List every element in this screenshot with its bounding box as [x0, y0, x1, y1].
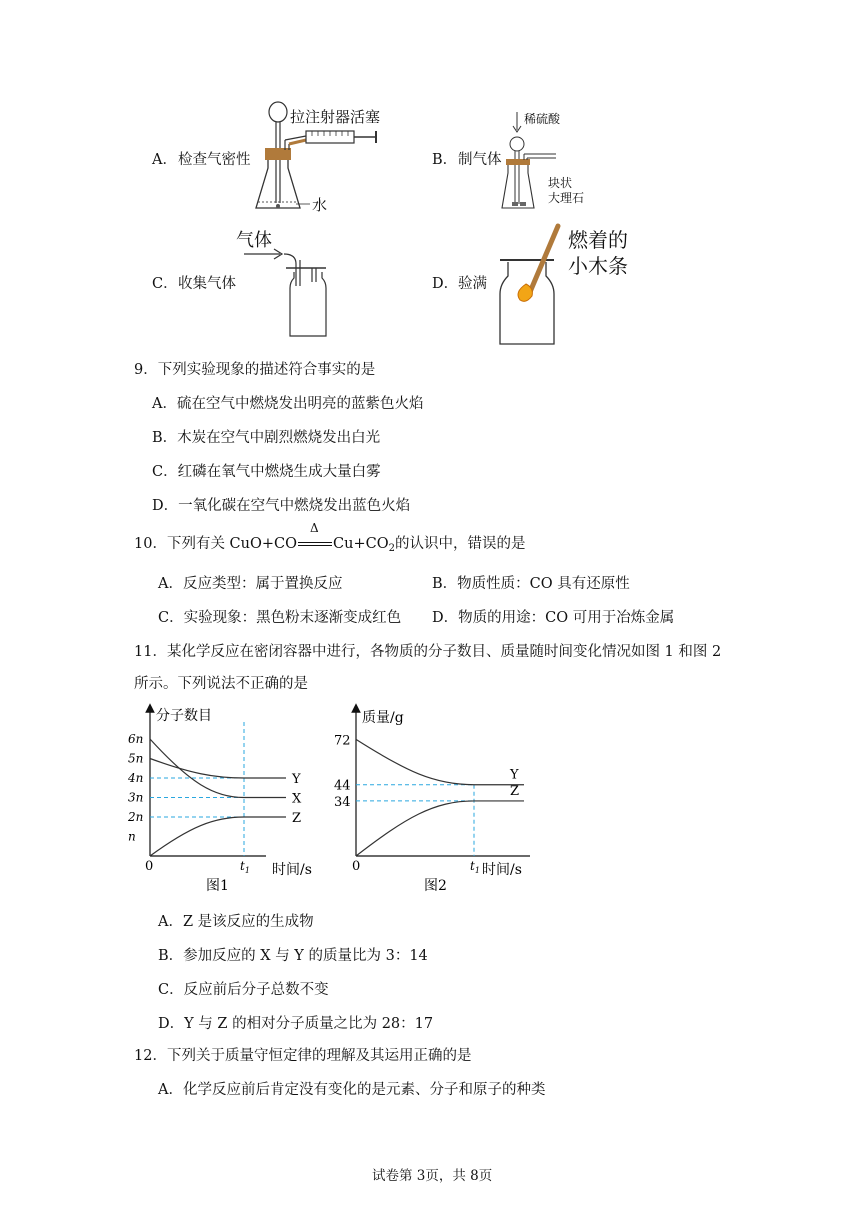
- q10-option-b: B．物质性质：CO 具有还原性: [432, 576, 630, 592]
- full-check-bottle-figure: [496, 222, 576, 348]
- option-b-text: 制气体: [458, 152, 502, 168]
- q10-option-a: A．反应类型：属于置换反应: [158, 576, 343, 592]
- option-c-text: 收集气体: [178, 276, 236, 292]
- q10-option-d: D．物质的用途：CO 可用于冶炼金属: [432, 610, 675, 626]
- chart2-caption: 图2: [424, 878, 447, 894]
- syringe-label: 拉注射器活塞: [290, 108, 381, 126]
- stick-label-2: 小木条: [568, 254, 628, 278]
- q10-stem-prefix: 10．下列有关 CuO+CO: [134, 536, 298, 552]
- series-label-x: X: [292, 791, 302, 807]
- series-label-z: Z: [510, 783, 520, 799]
- gas-collection-bottle-figure: [240, 246, 340, 340]
- solid-label-1: 块状: [548, 176, 573, 190]
- y-tick-label: 3n: [128, 790, 144, 805]
- page-footer: 试卷第 3页，共 8页: [372, 1168, 493, 1184]
- solid-label-2: 大理石: [548, 191, 585, 205]
- heating-symbol: Δ: [310, 521, 319, 535]
- option-d-letter: D．: [432, 276, 459, 292]
- reaction-arrow: [297, 521, 333, 554]
- y-tick-label: 6n: [128, 732, 144, 746]
- y-tick-label: 44: [334, 778, 351, 794]
- series-line-y: [150, 759, 286, 779]
- chart1-ylabel: 分子数目: [156, 708, 212, 724]
- q10-stem-suffix: 的认识中，错误的是: [394, 536, 526, 552]
- q9-option-d: D．一氧化碳在空气中燃烧发出蓝色火焰: [152, 498, 411, 514]
- y-tick-label: 72: [334, 733, 351, 749]
- q10-stem: [134, 521, 526, 559]
- q10-stem-subscript: 2: [388, 543, 395, 554]
- chart2-origin: 0: [352, 859, 361, 874]
- q11-stem-line2: 所示。下列说法不正确的是: [134, 676, 308, 692]
- chart1-caption: 图1: [206, 878, 229, 894]
- series-line-x: [150, 739, 286, 798]
- q10-option-c: C．实验现象：黑色粉末逐渐变成红色: [158, 610, 402, 626]
- chart2-t1-label: $t_1$: [470, 859, 480, 875]
- q9-option-c: C．红磷在氧气中燃烧生成大量白雾: [152, 464, 381, 480]
- series-line-z: [356, 801, 524, 856]
- chart1-xlabel: 时间/s: [272, 862, 312, 878]
- q9-stem: 9．下列实验现象的描述符合事实的是: [134, 362, 376, 378]
- water-label: 水: [312, 196, 328, 214]
- series-line-z: [150, 817, 286, 856]
- q10-stem-product: Cu+CO: [333, 536, 389, 552]
- series-line-y: [356, 739, 524, 784]
- gas-label: 气体: [236, 230, 272, 251]
- option-d-text: 验满: [458, 276, 487, 292]
- chart1-origin: 0: [145, 859, 154, 874]
- series-label-z: Z: [292, 811, 302, 826]
- option-a-text: 检查气密性: [178, 152, 251, 168]
- molecule-count-chart: [126, 702, 316, 902]
- acid-label: 稀硫酸: [524, 112, 561, 126]
- q11-option-c: C．反应前后分子总数不变: [158, 982, 329, 998]
- mass-chart: [334, 702, 544, 902]
- q12-stem: 12．下列关于质量守恒定律的理解及其运用正确的是: [134, 1048, 472, 1064]
- q11-option-b: B．参加反应的 X 与 Y 的质量比为 3：14: [158, 948, 428, 964]
- q11-stem-line1: 11．某化学反应在密闭容器中进行，各物质的分子数目、质量随时间变化情况如图 1 和图 2: [134, 644, 722, 660]
- y-tick-label: 2n: [128, 810, 144, 824]
- q11-option-a: A．Z 是该反应的生成物: [158, 914, 314, 930]
- stick-label-1: 燃着的: [568, 228, 628, 252]
- chart2-xlabel: 时间/s: [482, 862, 522, 878]
- y-tick-label: 4n: [128, 771, 144, 785]
- q9-option-b: B．木炭在空气中剧烈燃烧发出白光: [152, 430, 381, 446]
- chart2-ylabel: 质量/g: [362, 710, 404, 726]
- series-label-y: Y: [510, 767, 519, 783]
- q12-option-a: A．化学反应前后肯定没有变化的是元素、分子和原子的种类: [158, 1082, 546, 1098]
- option-a-letter: A．: [152, 152, 177, 168]
- series-label-y: Y: [292, 772, 301, 787]
- y-tick-label: 5n: [128, 751, 144, 766]
- y-tick-label: n: [128, 829, 136, 844]
- q9-option-a: A．硫在空气中燃烧发出明亮的蓝紫色火焰: [152, 396, 424, 412]
- y-tick-label: 34: [334, 794, 351, 810]
- q11-option-d: D．Y 与 Z 的相对分子质量之比为 28：17: [158, 1016, 434, 1032]
- chart1-t1-label: $t_1$: [240, 859, 250, 875]
- option-c-letter: C．: [152, 276, 178, 292]
- option-b-letter: B．: [432, 152, 458, 168]
